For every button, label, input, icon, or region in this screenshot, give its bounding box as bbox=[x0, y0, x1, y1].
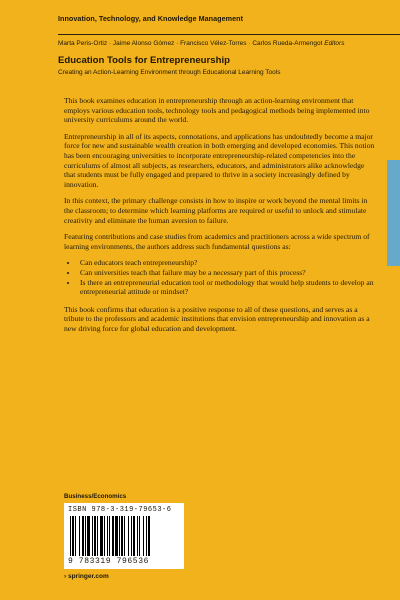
blurb-paragraph: Entrepreneurship in all of its aspects, connotations, and applications has undoubtedly become a major force for new and sustainable wealth creation in both emerging and developed economies. This notion has been encouraging universities to incorporate entrepreneurship-related competencies into the curriculums of almost all subjects, as researchers, educators, and administrators alike acknowledge that students must be fully engaged and prepared to thrive in a society increasingly defined by innovation. bbox=[64, 131, 375, 189]
question-item: • Can universities teach that failure may be a necessary part of this process? bbox=[78, 268, 376, 278]
publisher-link[interactable]: › springer.com bbox=[64, 573, 109, 580]
book-title: Education Tools for Entrepreneurship bbox=[58, 55, 230, 66]
question-item: • Can educators teach entrepreneurship? bbox=[78, 258, 376, 268]
side-color-tab bbox=[387, 160, 400, 266]
subject-category: Business/Economics bbox=[64, 493, 127, 500]
authors-names: Marta Peris-Ortiz · Jaime Alonso Gómez · Francisco Vélez-Torres · Carlos Rueda-Armengot bbox=[58, 40, 323, 47]
barcode-digits: 9 783319 796536 bbox=[68, 557, 150, 566]
blurb-closing: This book confirms that education is a positive response to all of these questions, and serves as a tribute to the professors and academic institutions that envision entrepreneurship and innovation as a new driving force for global education and development. bbox=[64, 304, 370, 333]
series-title: Innovation, Technology, and Knowledge Management bbox=[58, 14, 244, 23]
blurb-paragraph: In this context, the primary challenge consists in how to inspire or work beyond the mental limits in the classroom; to determine which learning platforms are required or useful to unlock and stimulate creativity and eliminate the human aversion to failure. bbox=[64, 196, 368, 225]
back-cover-blurb bbox=[64, 96, 376, 340]
blurb-paragraph: Featuring contributions and case studies from academics and practitioners across a wide spectrum of learning environments, the authors address such fundamental questions as: bbox=[64, 232, 370, 251]
editors-label: Editors bbox=[324, 40, 345, 47]
barcode-bars bbox=[68, 516, 180, 556]
authors-line bbox=[58, 40, 344, 47]
book-subtitle: Creating an Action-Learning Environment through Educational Learning Tools bbox=[58, 69, 281, 76]
isbn-barcode bbox=[64, 503, 184, 569]
blurb-paragraph: This book examines education in entrepreneurship through an action-learning environment that employs various education tools, technology tools and pedagogical methods being implemented into university curriculums around the world. bbox=[64, 96, 370, 125]
header-rule bbox=[58, 34, 400, 35]
isbn-text: ISBN 978-3-319-79653-6 bbox=[68, 506, 172, 514]
question-item: • Is there an entrepreneurial education tool or methodology that would help students to develop an entrepreneurial attitude or mindset? bbox=[78, 278, 376, 297]
questions-list bbox=[64, 258, 376, 296]
